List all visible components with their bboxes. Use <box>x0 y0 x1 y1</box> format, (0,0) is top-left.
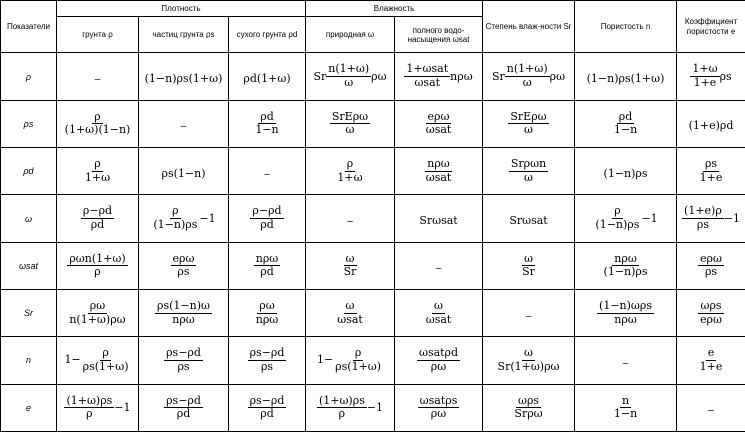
fraction <box>248 395 287 421</box>
fraction-numerator: (1−n)ωρs <box>599 299 653 313</box>
header-full-saturation: полного водо-насыщения ωsat <box>395 17 483 53</box>
formula-suffix: nρω <box>450 69 473 83</box>
formula-cell <box>677 148 745 195</box>
table-row <box>1 195 745 242</box>
formula-cell <box>395 337 483 384</box>
fraction-numerator: ρs <box>704 157 718 171</box>
formula-text: (1−n)ρs <box>603 166 648 180</box>
fraction-denominator: ρω <box>430 359 447 373</box>
fraction <box>512 395 544 421</box>
formula-text: (1+e)ρd <box>688 119 734 133</box>
formula-cell <box>139 53 229 100</box>
fraction <box>496 347 562 373</box>
formula-cell <box>483 148 575 195</box>
fraction <box>698 158 725 184</box>
fraction-denominator: ρ <box>338 407 346 421</box>
dash-mark: – <box>708 405 714 417</box>
formula-prefix: 1− <box>316 353 334 367</box>
fraction <box>64 395 114 421</box>
fraction-numerator: ρs−ρd <box>166 393 201 407</box>
fraction-denominator: ω <box>524 170 534 184</box>
fraction <box>698 253 724 279</box>
formula-cell <box>139 337 229 384</box>
formula-cell <box>483 337 575 384</box>
formula-cell <box>677 100 745 147</box>
fraction-numerator: eρω <box>172 251 195 265</box>
formula-cell <box>677 53 745 100</box>
row-label: ρ <box>1 53 57 100</box>
fraction-denominator: ωsat <box>414 76 441 90</box>
fraction <box>597 300 654 326</box>
fraction <box>612 395 639 421</box>
fraction <box>164 395 203 421</box>
formula-cell <box>306 290 395 337</box>
fraction-denominator: ω <box>345 123 355 137</box>
fraction <box>520 253 537 279</box>
formula-cell <box>677 290 745 337</box>
fraction <box>612 111 639 137</box>
fraction-numerator: 1+ωsat <box>406 62 449 76</box>
fraction <box>253 111 280 137</box>
formula-cell <box>229 337 306 384</box>
fraction-denominator: nρω <box>255 312 279 326</box>
fraction-denominator: ωsat <box>337 312 363 326</box>
formula-text: ρs(1−n) <box>161 166 206 180</box>
dash-mark: – <box>264 168 270 180</box>
formula-cell <box>139 195 229 242</box>
formula-cell <box>229 148 306 195</box>
dash-mark: – <box>525 310 532 322</box>
fraction-denominator: ρd <box>90 218 105 231</box>
fraction-numerator: n(1+ω) <box>328 62 370 76</box>
fraction-denominator: Sr <box>522 265 535 279</box>
formula-cell <box>57 100 139 147</box>
formula-cell <box>483 290 575 337</box>
formula-cell <box>57 337 139 384</box>
fraction-numerator: ρs−ρd <box>166 346 201 360</box>
row-label: e <box>1 384 57 431</box>
formula-prefix: 1− <box>64 353 81 367</box>
fraction-denominator: ρs(1+ω) <box>335 359 382 373</box>
formula-text: (1−n)ρs(1+ω) <box>144 72 223 86</box>
formula-cell <box>575 195 677 242</box>
fraction-numerator: ωsatρs <box>419 393 458 407</box>
fraction-numerator: eρω <box>700 251 722 265</box>
fraction-numerator: eρω <box>427 109 450 123</box>
fraction <box>508 111 548 137</box>
row-label: n <box>1 337 57 384</box>
fraction-numerator: ωρs <box>517 393 540 407</box>
formula-cell <box>575 100 677 147</box>
fraction-denominator: 1+ω <box>84 170 111 184</box>
formula-cell <box>575 384 677 431</box>
fraction-denominator: 1+e <box>693 76 717 90</box>
fraction-denominator: nρω <box>172 312 195 326</box>
formula-cell <box>306 337 395 384</box>
formula-cell <box>483 195 575 242</box>
fraction-denominator: ωsat <box>425 312 452 326</box>
fraction-denominator: n(1+ω)ρω <box>69 312 126 326</box>
fraction-denominator: Sr <box>343 265 357 279</box>
fraction-numerator: ρd <box>260 109 274 123</box>
fraction <box>342 253 359 279</box>
dash-mark: – <box>622 357 629 369</box>
fraction-denominator: ωsat <box>425 170 452 184</box>
fraction <box>602 253 650 279</box>
fraction-denominator: 1−n <box>613 407 638 421</box>
formula-cell <box>575 290 677 337</box>
fraction <box>505 63 550 89</box>
header-density: Плотность <box>57 1 306 17</box>
formula-cell <box>395 242 483 289</box>
formula-cell <box>483 242 575 289</box>
formula-cell <box>306 195 395 242</box>
fraction-denominator: ρω <box>430 407 447 421</box>
fraction-denominator: ρ <box>86 407 93 421</box>
fraction-denominator: 1+ω <box>337 170 363 184</box>
formula-cell <box>395 100 483 147</box>
fraction <box>326 63 371 89</box>
formula-cell <box>139 290 229 337</box>
fraction <box>171 253 197 279</box>
fraction-denominator: (1+ω)(1−n) <box>64 123 131 137</box>
fraction-numerator: (1+ω)ρs <box>66 393 113 407</box>
formula-cell <box>677 195 745 242</box>
formula-text: (1−n)ρs(1+ω) <box>586 72 665 86</box>
dash-mark: – <box>435 263 442 275</box>
formula-suffix: ρs <box>719 69 732 83</box>
formula-cell <box>229 195 306 242</box>
fraction-numerator: ω <box>434 299 443 313</box>
fraction <box>335 300 365 326</box>
fraction-numerator: ω <box>345 299 355 313</box>
fraction-denominator: ρd <box>176 407 191 421</box>
fraction <box>698 347 725 373</box>
fraction-numerator: ω <box>524 346 534 360</box>
table-row <box>1 100 745 147</box>
fraction-numerator: nρω <box>614 251 637 265</box>
formula-cell <box>483 384 575 431</box>
formula-text: ρd(1+ω) <box>243 72 291 86</box>
fraction <box>418 395 460 421</box>
formula-cell <box>139 384 229 431</box>
header-void-ratio: Коэффициент пористости e <box>677 1 745 53</box>
fraction-denominator: ρs <box>177 265 190 279</box>
fraction-numerator: ωρs <box>700 299 722 313</box>
fraction-numerator: e <box>707 346 715 360</box>
dash-mark: – <box>347 216 353 227</box>
formula-text: Srωsat <box>419 214 458 227</box>
formula-cell <box>306 53 395 100</box>
fraction <box>404 63 450 89</box>
fraction <box>424 300 454 326</box>
fraction-numerator: n <box>621 393 630 407</box>
header-dry-density: сухого грунта ρd <box>229 17 306 53</box>
fraction <box>424 111 454 137</box>
formula-cell <box>57 242 139 289</box>
fraction-numerator: ρs(1−n)ω <box>157 299 210 313</box>
row-label: ωsat <box>1 242 57 289</box>
fraction <box>67 300 127 326</box>
formula-cell <box>395 195 483 242</box>
row-label: ρs <box>1 100 57 147</box>
fraction <box>254 253 281 279</box>
fraction-denominator: 1−n <box>613 123 638 137</box>
fraction-denominator: ω <box>524 123 534 137</box>
formula-cell <box>306 242 395 289</box>
fraction-numerator: ρ−ρd <box>252 204 282 218</box>
formula-cell <box>229 290 306 337</box>
fraction-denominator: (1−n)ρs <box>603 265 648 279</box>
fraction-numerator: nρω <box>255 251 279 265</box>
header-natural-moisture: природная ω <box>306 17 395 53</box>
fraction-numerator: ρω <box>259 299 275 313</box>
fraction <box>698 300 724 326</box>
fraction-numerator: ω <box>345 251 355 265</box>
fraction-numerator: nρω <box>427 157 450 171</box>
formula-cell <box>57 384 139 431</box>
fraction <box>83 158 112 184</box>
row-label: ρd <box>1 148 57 195</box>
fraction <box>164 347 203 373</box>
fraction-numerator: ρ <box>94 157 101 171</box>
formula-cell <box>677 384 745 431</box>
fraction-numerator: ρs−ρd <box>249 393 285 407</box>
formula-suffix: −1 <box>723 211 741 225</box>
fraction-denominator: Srρω <box>514 407 543 421</box>
formula-cell <box>229 384 306 431</box>
fraction-denominator: nρω <box>614 312 637 326</box>
fraction-denominator: ω <box>344 76 354 90</box>
fraction-numerator: Srρωn <box>510 157 547 171</box>
table-row <box>1 384 745 431</box>
fraction-denominator: ρs <box>177 359 190 373</box>
fraction-denominator: ωsat <box>425 123 452 137</box>
fraction-denominator: 1+e <box>699 359 723 373</box>
fraction-denominator: eρω <box>700 312 722 326</box>
fraction <box>254 300 281 326</box>
fraction-numerator: ρ <box>354 346 362 360</box>
formula-prefix: Sr <box>313 69 327 83</box>
fraction-numerator: ρω <box>89 299 106 313</box>
fraction-numerator: ω <box>524 251 534 265</box>
formula-cell <box>306 384 395 431</box>
formula-cell <box>306 148 395 195</box>
formula-cell <box>306 100 395 147</box>
fraction-numerator: n(1+ω) <box>506 62 548 76</box>
fraction-denominator: (1−n)ρs <box>595 218 640 231</box>
formula-cell <box>139 148 229 195</box>
fraction <box>509 158 548 184</box>
formula-cell <box>229 242 306 289</box>
formula-cell <box>229 53 306 100</box>
fraction <box>330 111 370 137</box>
formula-cell <box>575 337 677 384</box>
dash-mark: – <box>94 74 101 86</box>
fraction-numerator: (1+ω)ρs <box>318 393 365 407</box>
fraction <box>690 63 719 89</box>
fraction-numerator: ρ <box>102 346 109 360</box>
fraction-denominator: 1+e <box>699 170 723 184</box>
formula-prefix: Sr <box>491 69 505 83</box>
header-indicators: Показатели <box>1 1 57 53</box>
table-row <box>1 290 745 337</box>
fraction <box>151 205 199 231</box>
fraction-numerator: ρ <box>614 204 621 218</box>
fraction-denominator: ω <box>522 76 532 90</box>
formula-cell <box>57 53 139 100</box>
fraction <box>250 205 283 231</box>
fraction-denominator: ρd <box>260 407 274 421</box>
fraction-numerator: SrEρω <box>331 109 369 123</box>
formula-cell <box>677 242 745 289</box>
formula-cell <box>139 100 229 147</box>
formula-cell <box>483 53 575 100</box>
fraction <box>81 347 131 373</box>
fraction-numerator: 1+ω <box>692 62 718 76</box>
fraction-numerator: SrEρω <box>510 109 547 123</box>
formula-cell <box>575 242 677 289</box>
fraction <box>155 300 212 326</box>
fraction-denominator: ρs <box>696 218 709 231</box>
row-label: Sr <box>1 290 57 337</box>
formula-suffix: −1 <box>366 400 384 414</box>
header-saturation-degree: Степень влаж-ности Sr <box>483 1 575 53</box>
fraction <box>682 205 724 231</box>
fraction-denominator: ρ <box>94 265 101 279</box>
formula-suffix: −1 <box>641 211 658 225</box>
fraction <box>335 158 364 184</box>
formula-cell <box>575 148 677 195</box>
formula-cell <box>395 148 483 195</box>
fraction <box>593 205 641 231</box>
fraction <box>63 111 133 137</box>
fraction <box>417 347 460 373</box>
formula-cell <box>57 148 139 195</box>
header-soil-density: грунта ρ <box>57 17 139 53</box>
header-particle-density: частиц грунта ρs <box>139 17 229 53</box>
table-row <box>1 148 745 195</box>
formula-text: Srωsat <box>509 214 548 227</box>
table-row <box>1 242 745 289</box>
dash-mark: – <box>180 121 187 133</box>
fraction-numerator: ρd <box>618 109 633 123</box>
fraction-denominator: ρs <box>260 359 274 373</box>
fraction <box>67 253 127 279</box>
fraction-denominator: Sr(1+ω)ρω <box>497 359 560 373</box>
formula-suffix: ρω <box>549 69 566 83</box>
formula-suffix: −1 <box>114 400 131 414</box>
row-label: ω <box>1 195 57 242</box>
fraction <box>81 205 114 231</box>
formula-suffix: ρω <box>371 69 387 83</box>
formula-cell <box>229 100 306 147</box>
formula-suffix: −1 <box>199 211 216 225</box>
fraction <box>317 395 367 421</box>
table-row <box>1 53 745 100</box>
formula-cell <box>483 100 575 147</box>
fraction <box>424 158 454 184</box>
formula-cell <box>677 337 745 384</box>
fraction-denominator: ρs <box>704 265 718 279</box>
fraction-numerator: ρ <box>346 157 354 171</box>
header-porosity: Пористость n <box>575 1 677 53</box>
fraction-denominator: ρs(1+ω) <box>82 359 129 373</box>
fraction-denominator: 1−n <box>255 123 279 137</box>
fraction-numerator: (1+e)ρ <box>684 204 722 218</box>
header-moisture: Влажность <box>306 1 483 17</box>
fraction <box>333 347 383 373</box>
fraction-numerator: ρ−ρd <box>82 204 113 218</box>
formula-cell <box>575 53 677 100</box>
formula-cell <box>139 242 229 289</box>
fraction-numerator: ωsatρd <box>418 346 459 360</box>
fraction-numerator: ρ <box>94 109 101 123</box>
formula-cell <box>395 290 483 337</box>
fraction-denominator: ρd <box>260 265 274 279</box>
table-row <box>1 337 745 384</box>
formula-cell <box>57 195 139 242</box>
fraction <box>248 347 287 373</box>
fraction-denominator: ρd <box>260 218 274 231</box>
fraction-denominator: (1−n)ρs <box>153 218 198 231</box>
fraction-numerator: ρωn(1+ω) <box>69 251 126 265</box>
formula-cell <box>395 384 483 431</box>
formula-cell <box>57 290 139 337</box>
fraction-numerator: ρ <box>172 204 179 218</box>
formula-cell <box>395 53 483 100</box>
fraction-numerator: ρs−ρd <box>249 346 285 360</box>
